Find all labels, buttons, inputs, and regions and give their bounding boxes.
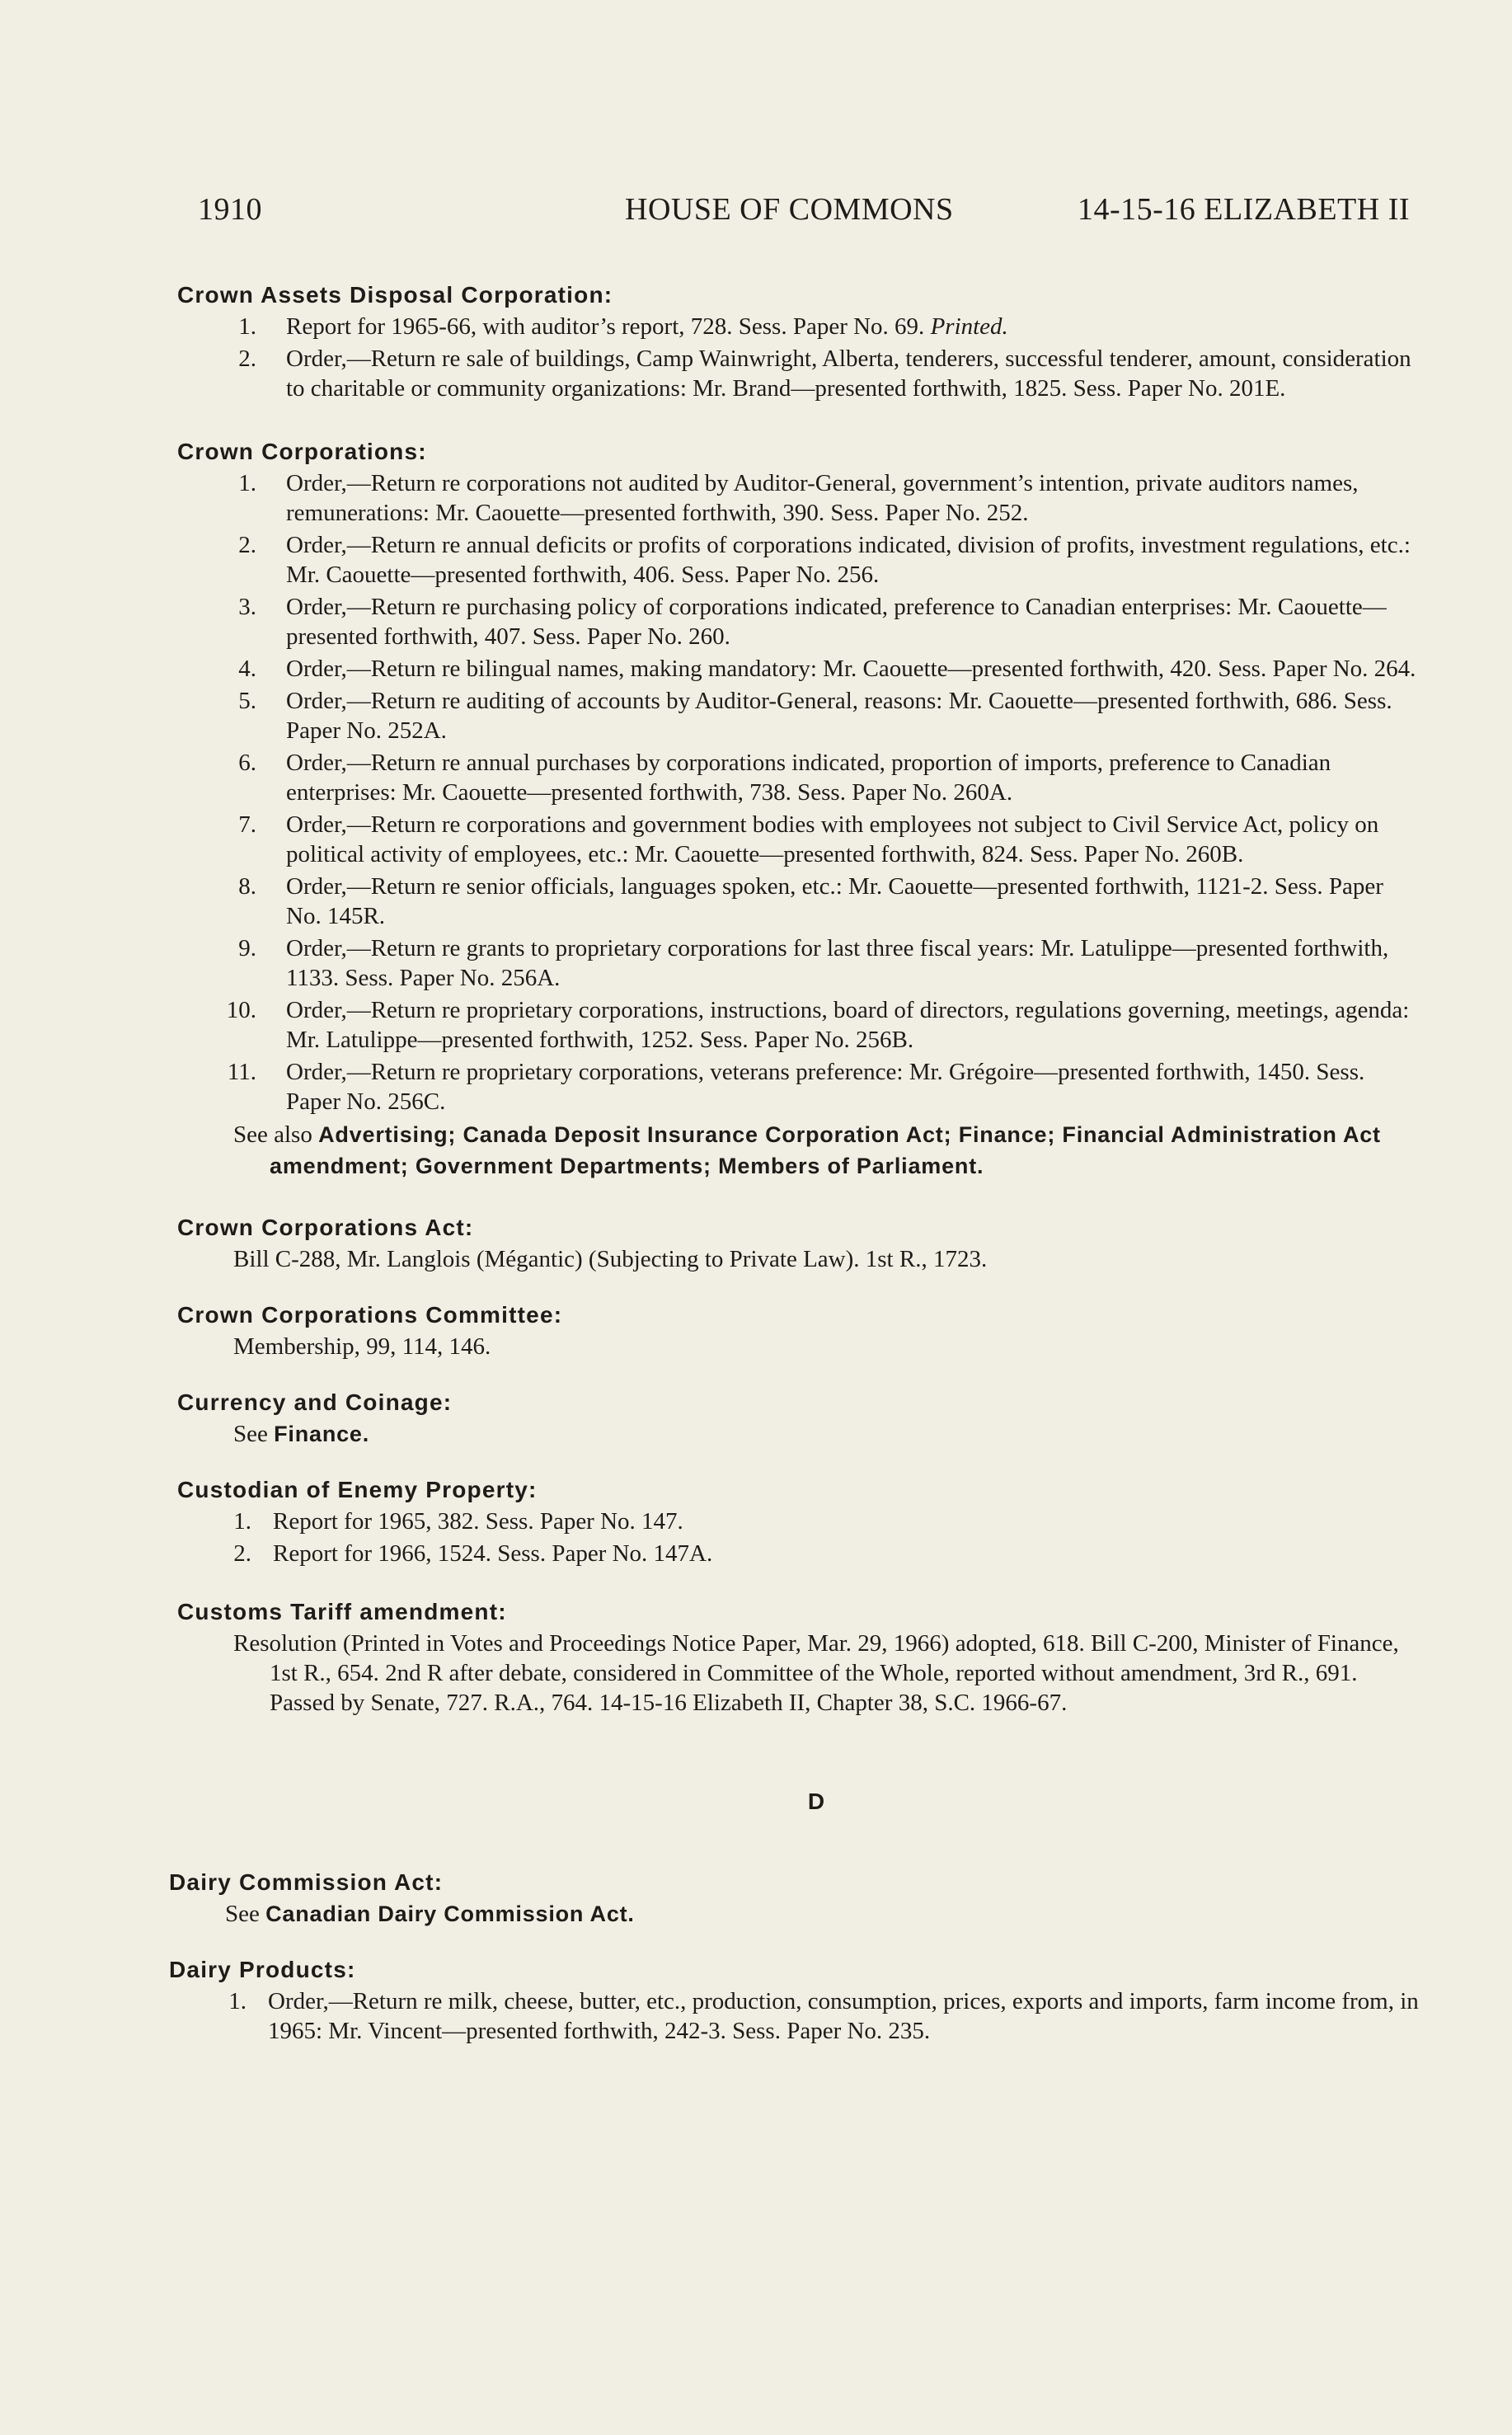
item-text: Order,—Return re bilingual names, making mandatory: Mr. Caouette—presented forthwith, 420. Sess. Paper No. 264. <box>286 656 1416 682</box>
see-reference <box>169 1899 1422 1929</box>
item-number: 1. <box>228 1988 247 2014</box>
page-number: 1910 <box>198 192 262 227</box>
item-text: Order,—Return re proprietary corporations, instructions, board of directors, regulations governing, meetings, agenda: Mr. Latulippe—presented forthwith, 1252. Sess. Paper No. 256B. <box>286 997 1410 1053</box>
entry-heading: Custodian of Enemy Property: <box>177 1477 538 1502</box>
list-item <box>177 312 1422 341</box>
item-number: 6. <box>238 750 256 776</box>
see-prefix: See <box>233 1421 268 1447</box>
see-reference <box>177 1419 1422 1449</box>
item-number: 5. <box>238 688 256 714</box>
entry-custodian-enemy-property <box>177 1474 1422 1568</box>
list-item <box>177 592 1422 651</box>
item-number: 9. <box>238 935 256 961</box>
item-number: 4. <box>238 656 256 682</box>
entry-text: Membership, 99, 114, 146. <box>233 1333 491 1360</box>
item-number: 1. <box>233 1508 251 1535</box>
item-text: Order,—Return re milk, cheese, butter, etc., production, consumption, prices, exports and imports, farm income from, in 1965: Mr. Vincent—presented forthwith, 242-3. Sess. Paper No. 235. <box>268 1988 1419 2044</box>
item-text: Order,—Return re corporations not audited by Auditor-General, government’s intention, private auditors names, remunerations: Mr. Caouette—presented forthwith, 390. Sess. Paper No. 252. <box>286 470 1359 526</box>
item-text: Order,—Return re annual purchases by corporations indicated, proportion of imports, preference to Canadian enterprises: Mr. Caouette—presented forthwith, 738. Sess. Paper No. 260A. <box>286 750 1331 806</box>
list-item <box>169 1986 1422 2046</box>
see-target: Finance. <box>274 1422 370 1446</box>
list-item <box>177 1539 1422 1568</box>
item-text: Report for 1965, 382. Sess. Paper No. 147. <box>273 1508 683 1535</box>
entry-items <box>177 1507 1422 1568</box>
see-prefix: See <box>225 1901 260 1927</box>
entry-items <box>177 468 1422 1116</box>
list-item <box>177 686 1422 745</box>
see-also <box>177 1119 1422 1182</box>
index-content <box>169 279 1422 2048</box>
running-header <box>198 191 1410 233</box>
list-item <box>177 810 1422 869</box>
item-status: Printed. <box>930 313 1008 340</box>
item-text: Report for 1965-66, with auditor’s report, 728. Sess. Paper No. 69. <box>286 313 925 340</box>
entry-crown-corporations <box>177 435 1422 1182</box>
list-item <box>177 872 1422 931</box>
item-text: Order,—Return re grants to proprietary corporations for last three fiscal years: Mr. Latulippe—presented forthwith, 1133. Sess. Paper No. 256A. <box>286 935 1389 991</box>
entry-crown-assets <box>177 279 1422 403</box>
entry-heading: Customs Tariff amendment: <box>177 1599 507 1624</box>
item-number: 2. <box>238 532 256 558</box>
entry-heading: Crown Corporations: <box>177 439 427 464</box>
item-text: Order,—Return re annual deficits or profits of corporations indicated, division of profits, investment regulations, etc.: Mr. Caouette—presented forthwith, 406. Sess. Paper No. 256. <box>286 532 1411 588</box>
item-text: Order,—Return re purchasing policy of corporations indicated, preference to Canadian enterprises: Mr. Caouette—presented forthwith, 407. Sess. Paper No. 260. <box>286 594 1387 650</box>
list-item <box>177 748 1422 807</box>
list-item <box>177 933 1422 993</box>
list-item <box>177 530 1422 590</box>
session-label: 14-15-16 ELIZABETH II <box>1077 192 1410 227</box>
entry-crown-corporations-committee <box>177 1299 1422 1361</box>
item-text: Order,—Return re senior officials, languages spoken, etc.: Mr. Caouette—presented forthwith, 1121-2. Sess. Paper No. 145R. <box>286 873 1383 929</box>
item-text: Order,—Return re corporations and government bodies with employees not subject to Civil Service Act, policy on political activity of employees, etc.: Mr. Caouette—presented forthwith, 824. Sess. Paper No. 260B. <box>286 811 1379 867</box>
list-item <box>177 995 1422 1055</box>
item-number: 8. <box>238 873 256 900</box>
entry-crown-corporations-act <box>177 1211 1422 1274</box>
entry-items <box>169 1986 1422 2046</box>
see-target: Canadian Dairy Commission Act. <box>265 1901 635 1926</box>
see-also-prefix: See also <box>233 1121 312 1148</box>
publication-title: HOUSE OF COMMONS <box>625 192 954 227</box>
entry-heading: Dairy Products: <box>169 1957 356 1982</box>
item-text: Order,—Return re auditing of accounts by Auditor-General, reasons: Mr. Caouette—presented forthwith, 686. Sess. Paper No. 252A. <box>286 688 1392 744</box>
list-item <box>177 1057 1422 1116</box>
item-number: 1. <box>238 470 256 496</box>
entry-dairy-products <box>169 1953 1422 2046</box>
entry-heading: Crown Corporations Committee: <box>177 1302 563 1328</box>
entry-text: Bill C-288, Mr. Langlois (Mégantic) (Subjecting to Private Law). 1st R., 1723. <box>233 1246 988 1272</box>
item-number: 10. <box>226 997 256 1023</box>
entry-customs-tariff <box>177 1596 1422 1718</box>
entry-heading: Currency and Coinage: <box>177 1389 453 1415</box>
item-text: Order,—Return re sale of buildings, Camp Wainwright, Alberta, tenderers, successful tenderer, amount, consideration to charitable or community organizations: Mr. Brand—presented forthwith, 1825. Sess. Paper No. 201E. <box>286 346 1411 402</box>
item-number: 3. <box>238 594 256 620</box>
list-item <box>177 468 1422 528</box>
item-text: Report for 1966, 1524. Sess. Paper No. 147A. <box>273 1540 713 1567</box>
list-item <box>177 1507 1422 1536</box>
entry-text: Resolution (Printed in Votes and Proceedings Notice Paper, Mar. 29, 1966) adopted, 618. Bill C-200, Minister of Finance, 1st R., 654. 2nd R after debate, considered in Committee of the Whole, reported without amendment, 3rd R., 691. Passed by Senate, 727. R.A., 764. 14-15-16 Elizabeth II, Chapter 38, S.C. 1966-67. <box>233 1630 1399 1716</box>
item-number: 2. <box>233 1540 251 1567</box>
entry-items <box>177 312 1422 403</box>
item-number: 7. <box>238 811 256 838</box>
item-number: 11. <box>227 1059 256 1085</box>
entry-heading: Dairy Commission Act: <box>169 1869 444 1895</box>
entry-heading: Crown Corporations Act: <box>177 1215 474 1240</box>
entry-currency-coinage <box>177 1386 1422 1449</box>
list-item <box>177 654 1422 684</box>
see-also-references: Advertising; Canada Deposit Insurance Corporation Act; Finance; Financial Administration Act amendment; Government Departments; Members of Parliament. <box>270 1122 1381 1178</box>
list-item <box>177 344 1422 403</box>
entry-heading: Crown Assets Disposal Corporation: <box>177 282 613 308</box>
item-number: 1. <box>238 313 256 340</box>
section-letter: D <box>807 1789 825 1814</box>
item-number: 2. <box>238 346 256 372</box>
entry-dairy-commission-act <box>169 1866 1422 1929</box>
item-text: Order,—Return re proprietary corporations, veterans preference: Mr. Grégoire—presented forthwith, 1450. Sess. Paper No. 256C. <box>286 1059 1365 1115</box>
